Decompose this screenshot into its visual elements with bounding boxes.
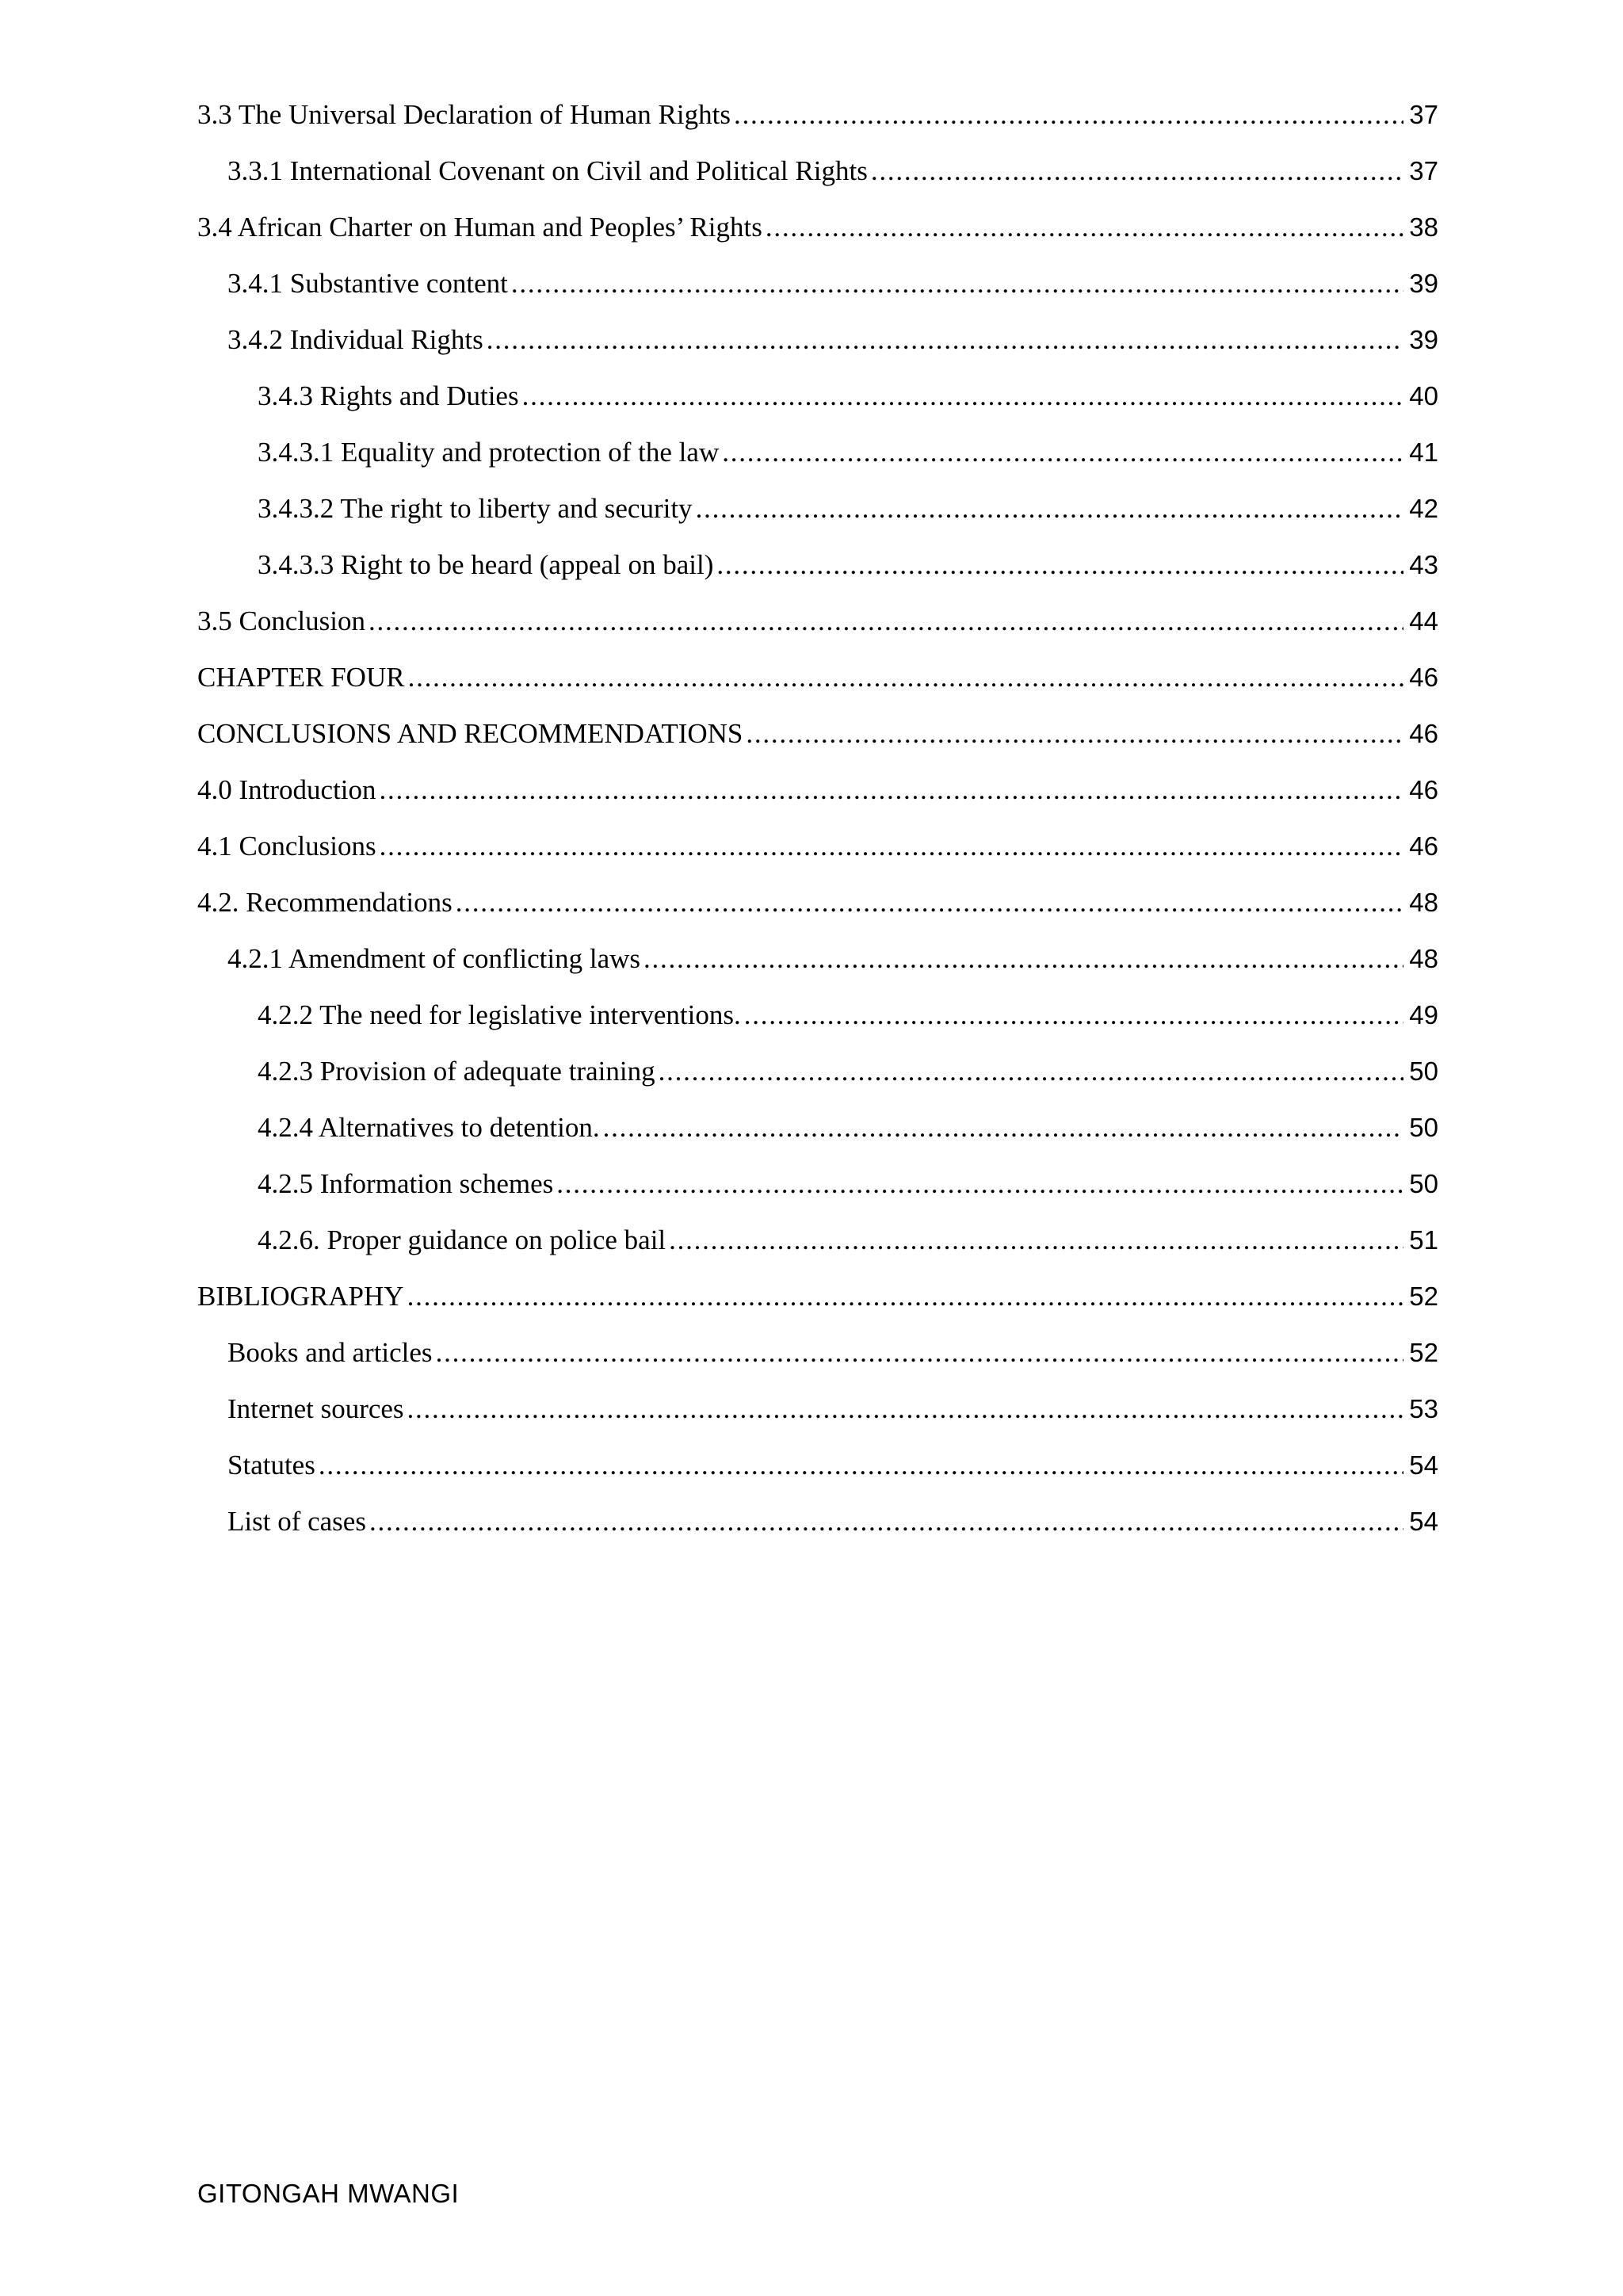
toc-entry[interactable] (197, 209, 1438, 266)
toc-entry-title: 3.4.3 Rights and Duties (258, 380, 519, 411)
toc-dot-leader (380, 772, 1403, 808)
toc-entry-page-number: 50 (1409, 1113, 1438, 1142)
toc-entry-title: CHAPTER FOUR (197, 662, 405, 693)
toc-dot-leader (456, 884, 1403, 921)
toc-entry-page-number: 40 (1409, 381, 1438, 411)
toc-entry-page-number: 46 (1409, 719, 1438, 748)
toc-entry[interactable] (197, 266, 1438, 322)
toc-entry[interactable] (197, 828, 1438, 884)
toc-entry[interactable] (197, 378, 1438, 434)
toc-entry-title: 4.0 Introduction (197, 774, 376, 805)
toc-entry-title: CONCLUSIONS AND RECOMMENDATIONS (197, 718, 743, 749)
toc-entry-title: Internet sources (227, 1393, 404, 1424)
toc-entry[interactable] (197, 997, 1438, 1053)
toc-dot-leader (522, 378, 1403, 415)
toc-entry-title: 3.4.2 Individual Rights (227, 324, 483, 355)
toc-entry[interactable] (197, 1278, 1438, 1335)
toc-entry-title: 3.4.3.1 Equality and protection of the law (258, 437, 720, 468)
toc-entry-title: 4.2.3 Provision of adequate training (258, 1056, 655, 1087)
toc-dot-leader (319, 1447, 1403, 1484)
toc-entry[interactable] (197, 1166, 1438, 1222)
toc-entry-page-number: 46 (1409, 831, 1438, 861)
toc-entry-page-number: 51 (1409, 1225, 1438, 1255)
toc-entry[interactable] (197, 1447, 1438, 1503)
toc-entry[interactable] (197, 603, 1438, 659)
toc-entry[interactable] (197, 1391, 1438, 1447)
toc-entry[interactable] (197, 772, 1438, 828)
toc-entry[interactable] (197, 941, 1438, 997)
toc-dot-leader (407, 1278, 1403, 1315)
toc-entry[interactable] (197, 659, 1438, 716)
toc-entry-page-number: 43 (1409, 550, 1438, 579)
toc-entry-title: 4.2.2 The need for legislative interventions. (258, 999, 741, 1030)
toc-entry-page-number: 53 (1409, 1394, 1438, 1423)
toc-dot-leader (659, 1053, 1403, 1090)
toc-dot-leader (407, 1391, 1403, 1427)
toc-entry-page-number: 48 (1409, 888, 1438, 917)
toc-entry-title: Books and articles (227, 1337, 433, 1368)
toc-entry-title: 3.3.1 International Covenant on Civil and Political Rights (227, 155, 868, 186)
toc-entry-title: 4.2.6. Proper guidance on police bail (258, 1224, 666, 1255)
toc-dot-leader (734, 97, 1403, 133)
toc-entry[interactable] (197, 1503, 1438, 1560)
toc-dot-leader (871, 153, 1403, 189)
toc-entry-page-number: 54 (1409, 1507, 1438, 1536)
toc-entry[interactable] (197, 1335, 1438, 1391)
toc-entry-title: 4.2.4 Alternatives to detention. (258, 1112, 600, 1143)
toc-entry[interactable] (197, 1053, 1438, 1110)
toc-dot-leader (696, 491, 1403, 527)
toc-dot-leader (556, 1166, 1403, 1202)
toc-entry-page-number: 39 (1409, 269, 1438, 298)
toc-entry-page-number: 52 (1409, 1282, 1438, 1311)
toc-entry[interactable] (197, 434, 1438, 491)
toc-entry-title: 4.1 Conclusions (197, 831, 376, 861)
toc-entry[interactable] (197, 1110, 1438, 1166)
toc-entry-page-number: 37 (1409, 100, 1438, 129)
toc-entry-page-number: 50 (1409, 1169, 1438, 1198)
table-of-contents (197, 97, 1438, 1560)
toc-dot-leader (746, 716, 1403, 752)
toc-entry-title: 3.5 Conclusion (197, 606, 365, 636)
toc-dot-leader (511, 266, 1403, 302)
toc-entry-title: 3.4.3.2 The right to liberty and security (258, 493, 693, 524)
toc-entry-page-number: 39 (1409, 325, 1438, 354)
toc-dot-leader (716, 547, 1403, 583)
toc-dot-leader (380, 828, 1403, 865)
toc-entry-title: 4.2. Recommendations (197, 887, 453, 918)
toc-entry[interactable] (197, 153, 1438, 209)
toc-dot-leader (603, 1110, 1403, 1146)
toc-entry[interactable] (197, 491, 1438, 547)
toc-entry-page-number: 54 (1409, 1450, 1438, 1480)
toc-entry[interactable] (197, 1222, 1438, 1278)
toc-dot-leader (766, 209, 1403, 246)
toc-entry-title: Statutes (227, 1450, 315, 1480)
toc-entry-page-number: 46 (1409, 663, 1438, 692)
toc-entry-title: 3.4.3.3 Right to be heard (appeal on bail) (258, 549, 714, 580)
toc-entry-page-number: 44 (1409, 606, 1438, 636)
toc-entry-page-number: 37 (1409, 156, 1438, 185)
toc-dot-leader (643, 941, 1403, 977)
toc-entry-page-number: 41 (1409, 437, 1438, 467)
toc-dot-leader (487, 322, 1403, 358)
toc-entry-title: List of cases (227, 1506, 366, 1537)
toc-entry-title: 3.4 African Charter on Human and Peoples’ Rights (197, 212, 762, 243)
toc-dot-leader (369, 1503, 1403, 1540)
toc-entry-page-number: 48 (1409, 944, 1438, 973)
toc-entry[interactable] (197, 884, 1438, 941)
toc-entry-title: 4.2.1 Amendment of conflicting laws (227, 943, 641, 974)
toc-dot-leader (669, 1222, 1403, 1259)
toc-dot-leader (369, 603, 1403, 640)
toc-entry-page-number: 38 (1409, 212, 1438, 242)
toc-entry[interactable] (197, 97, 1438, 153)
toc-dot-leader (722, 434, 1403, 471)
toc-dot-leader (744, 997, 1403, 1033)
toc-dot-leader (436, 1335, 1403, 1371)
toc-dot-leader (408, 659, 1403, 696)
toc-entry[interactable] (197, 716, 1438, 772)
toc-entry[interactable] (197, 547, 1438, 603)
toc-entry-title: BIBLIOGRAPHY (197, 1281, 404, 1312)
toc-entry[interactable] (197, 322, 1438, 378)
toc-entry-page-number: 42 (1409, 494, 1438, 523)
toc-entry-page-number: 49 (1409, 1000, 1438, 1030)
page-footer-author: GITONGAH MWANGI (197, 2179, 460, 2208)
toc-entry-page-number: 46 (1409, 775, 1438, 804)
toc-entry-title: 3.4.1 Substantive content (227, 268, 508, 299)
toc-entry-title: 4.2.5 Information schemes (258, 1168, 554, 1199)
toc-entry-page-number: 50 (1409, 1056, 1438, 1086)
toc-entry-page-number: 52 (1409, 1338, 1438, 1367)
toc-entry-title: 3.3 The Universal Declaration of Human Rights (197, 99, 731, 130)
